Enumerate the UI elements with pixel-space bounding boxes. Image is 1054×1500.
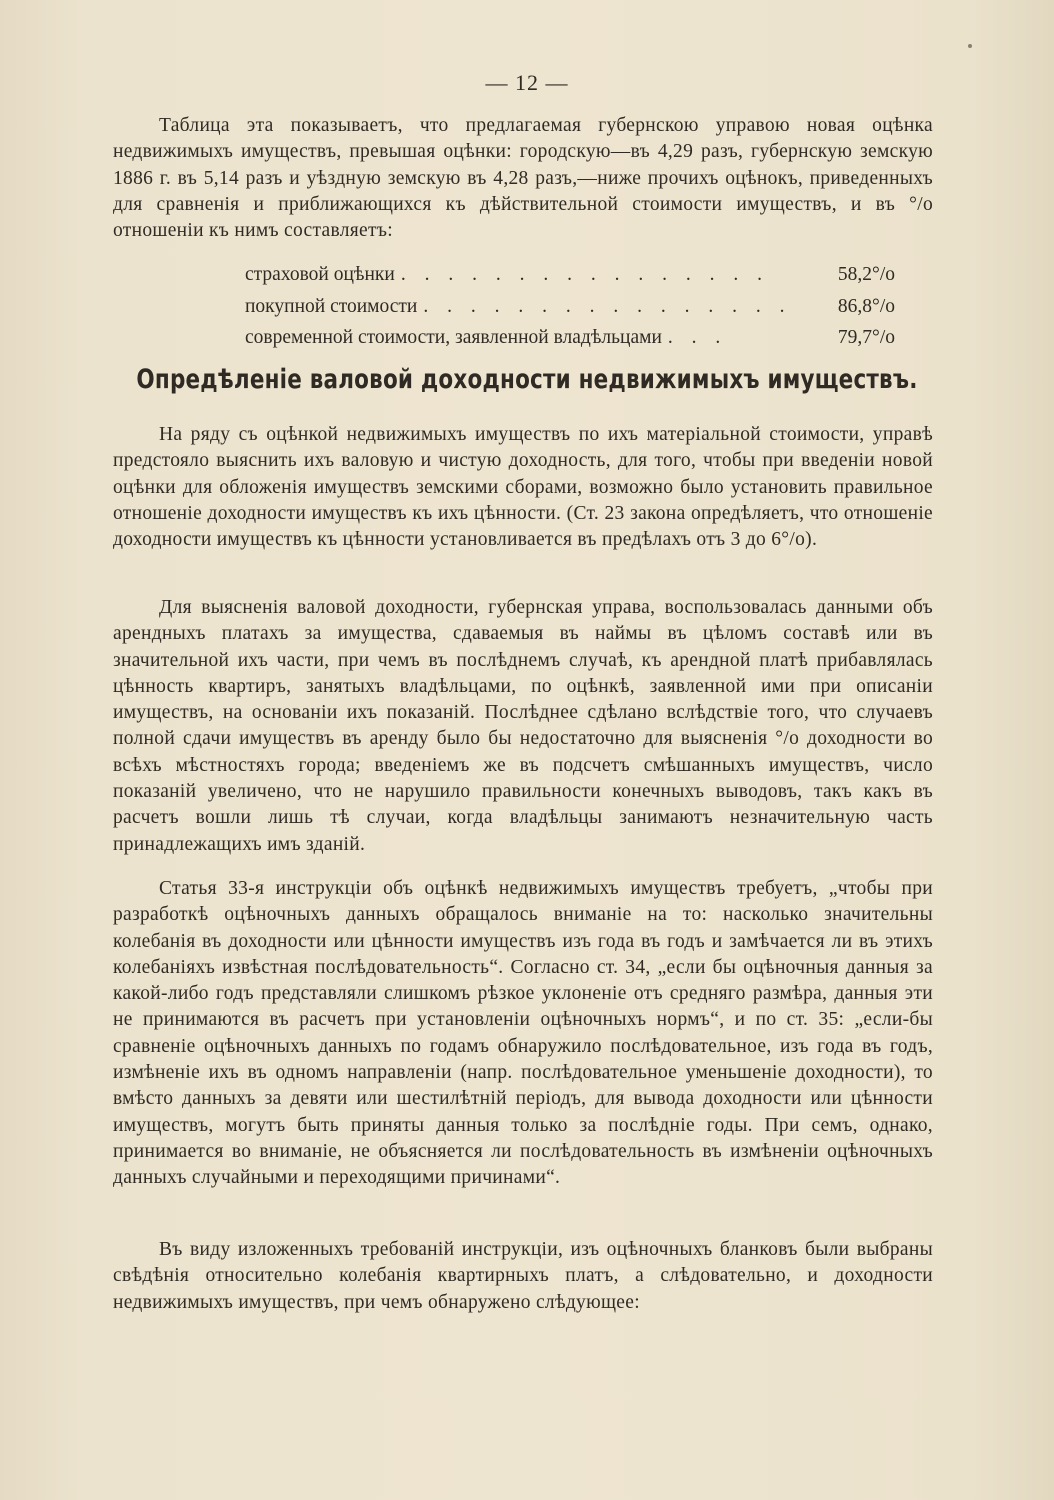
ratio-row-current (245, 322, 895, 354)
ratio-value: 58,2°/о (837, 264, 895, 285)
leader-dots: . . . (667, 327, 728, 348)
section-heading: Опредѣленіе валовой доходности недвижимыхъ имуществъ. (136, 365, 918, 396)
page-number: — 12 — (485, 70, 569, 95)
ratio-value: 86,8°/о (837, 295, 895, 317)
ratio-label: покупной стоимости (245, 295, 418, 317)
paragraph-gross-income: Для выясненія валовой доходности, губернская управа, воспользовалась данными объ арендныхъ платахъ за имущества, сдаваемыя въ наймы въ цѣломъ составѣ или въ значительной ихъ части, при чемъ въ послѣднемъ случаѣ, къ арендной платѣ прибавлялась цѣнность квартиръ, занятыхъ владѣльцами, по оцѣнкѣ, заявленной ими при описаніи имуществъ, на основаніи ихъ показаній. Послѣднее сдѣлано вслѣдствіе того, что случаевъ полной сдачи имуществъ въ аренду было бы недостаточно для выясненія °/о доходности во всѣхъ мѣстностяхъ города; введеніемъ же въ подсчетъ смѣшанныхъ имуществъ, число показаній увеличено, что не нарушило правильности конечныхъ выводовъ, такъ какъ въ расчетъ вошли лишь тѣ случаи, когда владѣльцы занимаютъ незначительную часть принадлежащихъ имъ зданій. (113, 597, 933, 855)
leader-dots: . . . . . . . . . . . . . . . . (423, 295, 792, 317)
ratio-list (245, 259, 895, 354)
leader-dots: . . . . . . . . . . . . . . . . (400, 264, 769, 285)
paper-speck (968, 44, 972, 48)
ratio-row-purchase (245, 291, 895, 323)
ratio-label: современной стоимости, заявленной владѣльцами (245, 327, 662, 348)
ratio-label: страховой оцѣнки (245, 264, 395, 285)
paragraph-conclusion: Въ виду изложенныхъ требованій инструкціи, изъ оцѣночныхъ бланковъ были выбраны свѣдѣнія относительно колебанія квартирныхъ платъ, а слѣдовательно, и доходности недвижимыхъ имуществъ, при чемъ обнаружено слѣдующее: (113, 1239, 933, 1313)
paragraph-valuation-intro: На ряду съ оцѣнкой недвижимыхъ имуществъ по ихъ матеріальной стоимости, управѣ предстояло выяснить ихъ валовую и чистую доходность, для того, чтобы при введеніи новой оцѣнки для обложенія имуществъ земскими сборами, возможно было установить правильное отношеніе доходности имуществъ къ ихъ цѣнности. (Ст. 23 закона опредѣляетъ, что отношеніе доходности имуществъ къ цѣнности установливается въ предѣлахъ отъ 3 до 6°/о). (113, 424, 933, 551)
paragraph-instruction-articles: Статья 33-я инструкціи объ оцѣнкѣ недвижимыхъ имуществъ требуетъ, „чтобы при разработкѣ оцѣночныхъ данныхъ обращалось вниманіе на то: насколько значительны колебанія въ доходности или цѣнности имуществъ изъ года въ годъ и замѣчается ли въ этихъ колебаніяхъ извѣстная послѣдовательность“. Согласно ст. 34, „если бы оцѣночныя данныя за какой-либо годъ представляли слишкомъ рѣзкое уклоненіе отъ средняго размѣра, данныя эти не принимаются въ расчетъ при установленіи оцѣночныхъ нормъ“, и по ст. 35: „если-бы сравненіе оцѣночныхъ данныхъ по годамъ обнаружило послѣдовательное, изъ года въ годъ, измѣненіе ихъ въ одномъ направленіи (напр. послѣдовательное уменьшеніе доходности), то вмѣсто данныхъ за девяти или шестилѣтній періодъ, для вывода доходности или цѣнности имуществъ, могутъ быть приняты данныя только за послѣдніе годы. При семъ, однако, принимается во вниманіе, не объясняется ли послѣдовательность въ измѣненіи оцѣночныхъ данныхъ случайными и переходящими причинами“. (113, 878, 933, 1189)
paragraph-table-summary: Таблица эта показываетъ, что предлагаемая губернскою управою новая оцѣнка недвижимыхъ имуществъ, превышая оцѣнки: городскую—въ 4,29 разъ, губернскую земскую 1886 г. въ 5,14 разъ и уѣздную земскую въ 4,28 разъ,—ниже прочихъ оцѣнокъ, приведенныхъ для сравненія и приближающихся къ дѣйствительной стоимости имуществъ, и въ °/о отношеніи къ нимъ составляетъ: (113, 115, 933, 242)
ratio-value: 79,7°/о (837, 327, 895, 348)
ratio-row-insurance (245, 259, 895, 291)
